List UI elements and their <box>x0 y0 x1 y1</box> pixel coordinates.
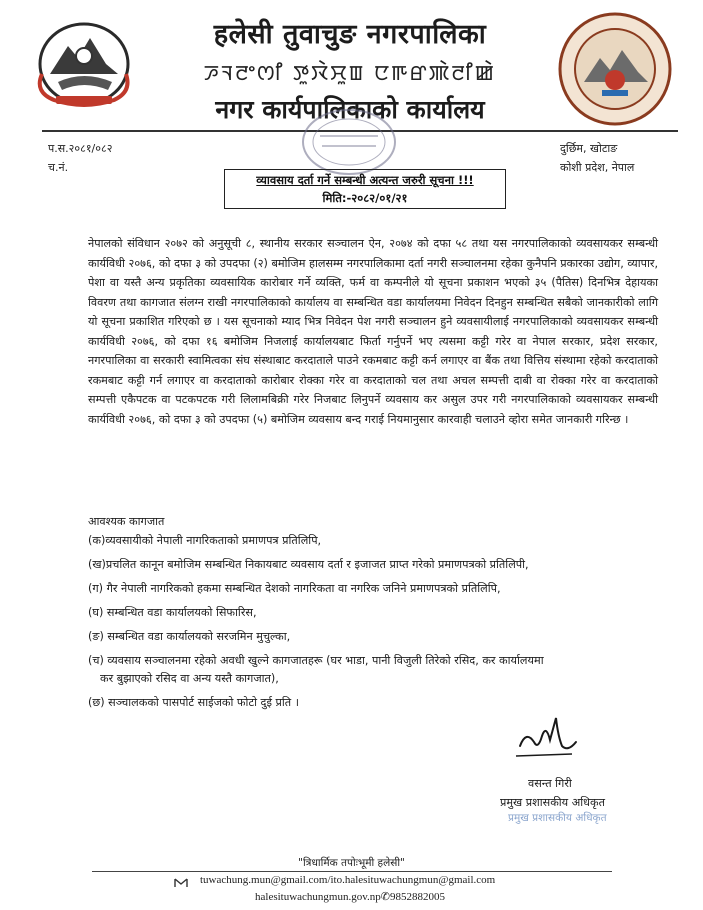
notice-heading-box <box>224 169 506 209</box>
office-title: नगर कार्यपालिकाको कार्यालय <box>215 95 485 124</box>
footer-phone: 9852882005 <box>389 891 445 903</box>
footer-contact <box>255 890 445 903</box>
signatory-name: वसन्त गिरी <box>528 777 572 790</box>
required-documents-list <box>88 532 668 718</box>
phone-icon: ✆ <box>380 891 390 903</box>
letter-number: प.स.२०८१/०८२ <box>48 142 113 155</box>
notice-date: मिति:-२०८२/०१/२१ <box>322 191 408 205</box>
list-item: (क)व्यवसायीको नेपाली नागरिकताको प्रमाणपत्र प्रतिलिपि, <box>88 534 322 547</box>
footer-website: halesituwachungmun.gov.np <box>255 891 381 903</box>
required-documents-heading: आवश्यक कागजात <box>88 515 165 528</box>
list-item: (ख)प्रचलित कानून बमोजिम सम्बन्धित निकायबाट व्यवसाय दर्ता र इजाजत प्राप्त गरेको प्रमाणपत्रको प्रतिलिपी, <box>88 558 529 571</box>
footer-emails: tuwachung.mun@gmail.com/ito.halesituwachungmun@gmail.com <box>200 874 496 886</box>
mail-icon <box>174 878 188 888</box>
list-item: (घ) सम्बन्धित वडा कार्यालयको सिफारिस, <box>88 606 257 619</box>
list-item <box>88 652 668 688</box>
list-item-line-1: (च) व्यवसाय सञ्चालनमा रहेको अवधी खुल्ने कागजातहरू (घर भाडा, पानी विजुली तिरेको रसिद, कर कार्यालयमा <box>88 654 544 667</box>
municipality-seal-icon <box>556 10 674 128</box>
signatory-title: प्रमुख प्रशासकीय अधिकृत <box>500 796 606 809</box>
notice-body: नेपालको संविधान २०७२ को अनुसूची ८, स्थानीय सरकार सञ्चालन ऐन, २०७४ को दफा ५८ तथा यस नगरपालिकाको व्यवसायकर सम्बन्धी कार्यविधी २०७६, को दफा ३ को उपदफा (२) बमोजिम हालसम्म नगरपालिकामा दर्ता नगरी सञ्चालनमा रहेका कुनैपनि प्रकारका उद्योग, व्यापार, पेशा वा यस्तै अन्य प्रकृतिका व्यवसायिक कारोबार गर्ने व्यक्ति, फर्म वा कम्पनीले यो सूचना प्रकाशन भएको ३५ (पैतिस) दिनभित्र देहायका विवरण तथा कागजात संलग्न राखी नगरपालिकाको कार्यालय वा सम्बन्धित वडा कार्यालयमा निवेदन दिनहुन सम्बन्धित सबैको जानकारीको लागि यो सूचना प्रकाशित गरिएको छ । यस सूचनाको म्याद भित्र निवेदन पेश नगरी सञ्चालन हुने व्यवसायीलाई नगरपालिकाको व्यवसायकर सम्बन्धी कार्यविधी २०७६, को दफा १६ बमोजिम निजलाई कार्यालयबाट फिर्ता गर्नुपर्ने भए त्यसमा कट्टी गरेर वा नेपाल सरकार, प्रदेश सरकार, नगरपालिका वा सरकारी स्वामित्वका संघ संस्थाबाट करदाताले पाउने रकमबाट कट्टी कर्न लगाएर वा बैंक तथा वित्तिय संस्थामा रहेको करदाताको रकमबाट कट्टी गर्न लगाएर वा करदाताको कारोबार रोक्का गरेर वा करदाताको चल तथा अचल सम्पत्ती दाबी वा रोक्का गरेर वा करदाताको सम्पत्ती एकैपटक वा पटकपटक गरी लिलामबिक्री गरेर निजबाट लिनुपर्ने व्यवसाय कर असुल उपर गरी नगरपालिकाको व्यवसायकर सम्बन्धी कार्यविधी २०७६, को दफा ३ को उपदफा (५) बमोजिम व्यवसाय बन्द गराई नियमानुसार कारवाही चलाउने व्होरा समेत जानकारी गरिन्छ । <box>88 237 658 426</box>
signature-icon <box>512 706 582 766</box>
municipality-title: हलेसी तुवाचुङ नगरपालिका <box>213 19 487 50</box>
nepal-emblem-icon <box>28 12 140 112</box>
address-line-2: कोशी प्रदेश, नेपाल <box>560 161 635 174</box>
list-item: (ङ) सम्बन्धित वडा कार्यालयको सरजमिन मुचुल्का, <box>88 630 291 643</box>
footer-motto: "त्रिधार्मिक तपोःभूमी हलेसी" <box>298 857 405 869</box>
signatory-stamp: प्रमुख प्रशासकीय अधिकृत <box>508 812 607 824</box>
reference-block <box>48 139 112 177</box>
list-item: (ग) गैर नेपाली नागरिकको हकमा सम्बन्धित देशको नागरिकता वा नगरिक जनिने प्रमाणपत्रको प्रतिलिपि, <box>88 582 501 595</box>
list-item: (छ) सञ्चालकको पासपोर्ट साईजको फोटो दुई प्रति । <box>88 696 299 709</box>
office-stamp-icon <box>300 106 398 178</box>
notice-title: व्यावसाय दर्ता गर्ने सम्बन्धी अत्यन्त जरुरी सूचना !!! <box>256 173 474 187</box>
dispatch-number: च.नं. <box>48 161 69 174</box>
footer-divider <box>92 871 612 872</box>
address-line-1: दुर्छिम, खोटाङ <box>560 142 618 155</box>
municipality-title-script: ꯍꯜꯂꯦꯁꯤ ꯇꯨꯋꯥꯆꯨꯡ ꯅꯒꯔꯄꯥꯂꯤꯀꯥ <box>203 61 497 85</box>
list-item-line-2: कर बुझाएको रसिद वा अन्य यस्तै कागजात), <box>100 672 279 685</box>
address-block <box>560 139 634 177</box>
